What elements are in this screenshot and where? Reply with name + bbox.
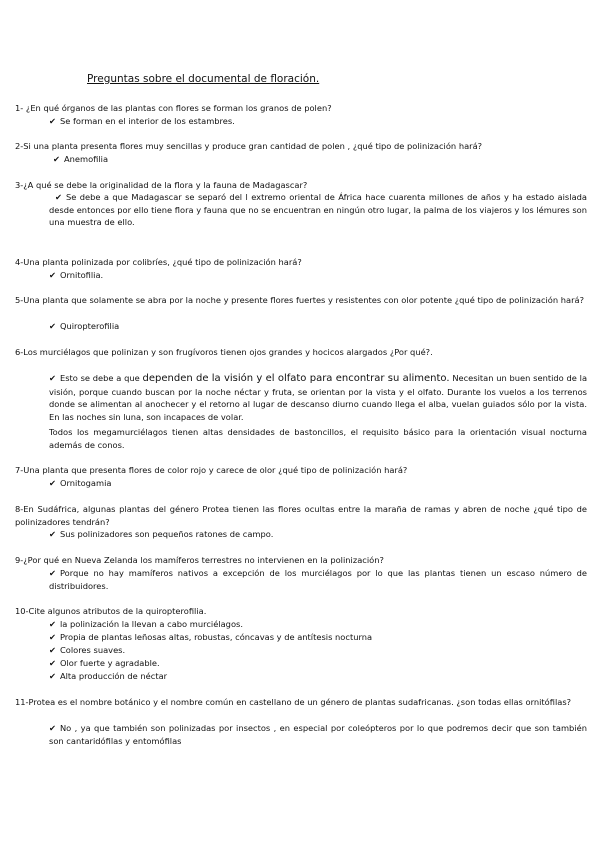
question-11: 11-Protea es el nombre botánico y el nombre común en castellano de un género de plantas sudafricanas. ¿son todas ellas ornitófilas?: [15, 697, 572, 707]
answer-10-item-text: Olor fuerte y agradable.: [59, 658, 160, 668]
checkmark-icon: ✔: [49, 270, 56, 280]
question-3: 3-¿A qué se debe la originalidad de la flora y la fauna de Madagascar?: [15, 180, 308, 190]
checkmark-icon: ✔: [49, 671, 56, 681]
answer-2-text: Anemofilia: [63, 154, 109, 164]
answer-10-item-text: Propia de plantas leñosas altas, robustas, cóncavas y de antítesis nocturna: [59, 632, 373, 642]
answer-5-text: Quiropterofilia: [59, 321, 120, 331]
answer-5: [49, 320, 587, 333]
answer-6-highlight: dependen de la visión y el olfato para encontrar su alimento.: [142, 373, 450, 384]
question-6: 6-Los murciélagos que polinizan y son frugívoros tienen ojos grandes y hocicos alargados ¿Por qué?.: [15, 347, 433, 357]
answer-6-text-a: Esto se debe a que: [59, 373, 140, 383]
answer-6-text-c: Necesitan un buen sentido de la visión, porque cuando buscan por la noche néctar y fruta, se orientan por la vista y el olfato. Durante los vuelos a los terrenos donde se alimentan al anochecer y el retorno al lugar de descanso diurno cuando llega el alba, vuelan guiados sólo por la vista. En las noches sin luna, son incapaces de volar.: [49, 373, 588, 422]
answer-6-extra: Todos los megamurciélagos tienen altas densidades de bastoncillos, el requisito básico para la orientación visual nocturna además de conos.: [49, 427, 587, 450]
answer-6: [49, 372, 587, 423]
checkmark-icon: ✔: [49, 645, 56, 655]
answer-8-text: Sus polinizadores son pequeños ratones de campo.: [59, 529, 274, 539]
answer-8: [49, 528, 587, 541]
answer-4: [49, 269, 587, 282]
checkmark-icon: ✔: [49, 632, 56, 642]
answer-10-item: [49, 670, 587, 683]
answer-10-item-text: Alta producción de néctar: [59, 671, 168, 681]
question-9: 9-¿Por qué en Nueva Zelanda los mamíferos terrestres no intervienen en la polinización?: [15, 555, 384, 565]
checkmark-icon: ✔: [49, 568, 56, 578]
answer-10-item: [49, 618, 587, 631]
answer-7: [49, 477, 587, 490]
answer-10-item: [49, 657, 587, 670]
answer-10-item-text: Colores suaves.: [59, 645, 126, 655]
question-7: 7-Una planta que presenta flores de color rojo y carece de olor ¿qué tipo de polinización hará?: [15, 465, 408, 475]
question-10: 10-Cite algunos atributos de la quiropterofilia.: [15, 606, 207, 616]
checkmark-icon: ✔: [49, 321, 56, 331]
answer-2: [53, 153, 587, 166]
checkmark-icon: ✔: [49, 373, 56, 383]
answer-3: [49, 191, 587, 229]
checkmark-icon: ✔: [53, 154, 60, 164]
answer-11-text: No , ya que también son polinizadas por insectos , en especial por coleópteros por lo que podremos decir que son también son cantaridófilas y entomófilas: [49, 723, 587, 746]
checkmark-icon: ✔: [49, 478, 56, 488]
answer-9-text: Porque no hay mamíferos nativos a excepción de los murciélagos por lo que las plantas tienen un escaso número de distribuidores.: [49, 568, 587, 591]
answer-10-item: [49, 631, 587, 644]
answer-4-text: Ornitofilia.: [59, 270, 104, 280]
checkmark-icon: ✔: [49, 116, 56, 126]
question-5: 5-Una planta que solamente se abra por la noche y presente flores fuertes y resistentes con olor potente ¿qué tipo de polinización hará?: [15, 295, 585, 305]
checkmark-icon: ✔: [55, 192, 62, 202]
question-8: 8-En Sudáfrica, algunas plantas del género Protea tienen las flores ocultas entre la maraña de ramas y abren de noche ¿qué tipo de polinizadores tendrán?: [15, 504, 587, 527]
answer-10-item-text: la polinización la llevan a cabo murciélagos.: [59, 619, 243, 629]
checkmark-icon: ✔: [49, 723, 56, 733]
answer-9: [49, 567, 587, 592]
answer-1: [49, 115, 587, 128]
answer-3-text: Se debe a que Madagascar se separó del l extremo oriental de África hace cuarenta millones de años y ha estado aislada desde entonces por ello tiene flora y fauna que no se encuentran en ningún otro lugar, la palma de los viajeros y los lémures son una muestra de ello.: [49, 192, 587, 227]
answer-11: [49, 722, 587, 747]
checkmark-icon: ✔: [49, 619, 56, 629]
question-1: 1- ¿En qué órganos de las plantas con flores se forman los granos de polen?: [15, 103, 332, 113]
checkmark-icon: ✔: [49, 658, 56, 668]
checkmark-icon: ✔: [49, 529, 56, 539]
question-2: 2-Si una planta presenta flores muy sencillas y produce gran cantidad de polen , ¿qué tipo de polinización hará?: [15, 141, 483, 151]
question-4: 4-Una planta polinizada por colibríes, ¿qué tipo de polinización hará?: [15, 257, 302, 267]
answer-1-text: Se forman en el interior de los estambres.: [59, 116, 235, 126]
answer-7-text: Ornitogamia: [59, 478, 112, 488]
answer-10-item: [49, 644, 587, 657]
page-title: Preguntas sobre el documental de floración.: [87, 73, 320, 85]
